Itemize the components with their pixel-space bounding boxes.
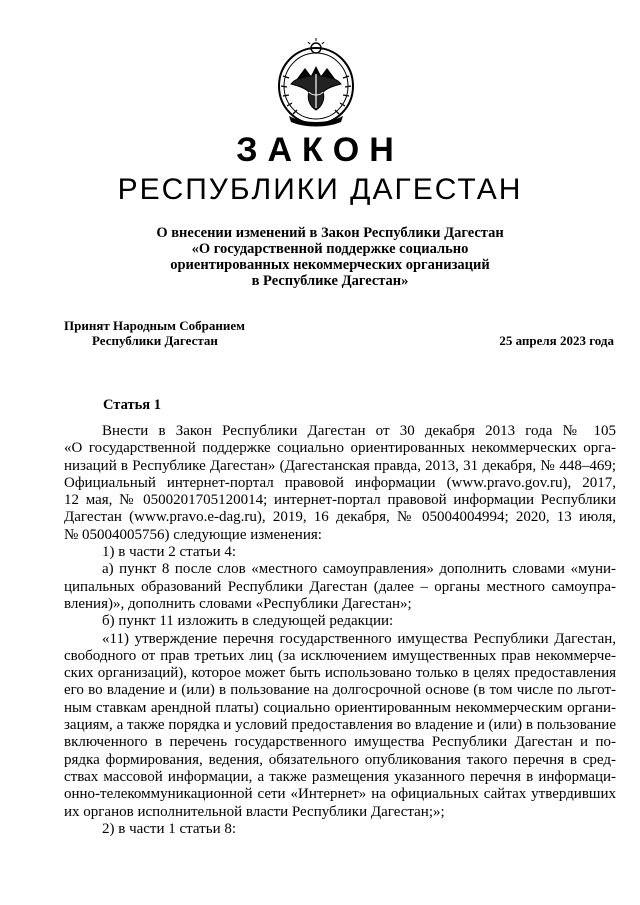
article-body [64, 423, 616, 838]
body-line: ным ставкам арендной платы) социально ориентированным некоммерческим органи- [64, 699, 616, 716]
body-line: рядка формирования, ведения, обязательного опубликования такого перечня в сред- [64, 751, 616, 768]
adoption-note [64, 318, 245, 348]
body-line: его во владение и (или) в пользование на долгосрочной основе (в том числе по льгот- [64, 682, 616, 699]
law-subtitle: РЕСПУБЛИКИ ДАГЕСТАН [117, 173, 523, 206]
body-line: № 05004005756) следующие изменения: [64, 526, 322, 543]
heading-line: «О государственной поддержке социально [191, 241, 469, 257]
adoption-date: 25 апреля 2023 года [499, 333, 614, 348]
heading-line: ориентированных некоммерческих организаций [170, 257, 490, 273]
body-line: а) пункт 8 после слов «местного самоуправления» дополнить словами «муни- [102, 561, 616, 578]
body-line: ских организаций), которое может быть использовано только в целях предоставления [64, 665, 616, 682]
body-line: 1) в части 2 статьи 4: [102, 544, 237, 561]
body-line: зациям, а также порядка и условий предоставления во владение и (или) в пользование [64, 717, 616, 734]
body-line: включенного в перечень государственного имущества Республики Дагестан и по- [64, 734, 616, 751]
body-line: «11) утверждение перечня государственного имущества Республики Дагестан, [102, 630, 616, 647]
body-line: ствах массовой информации, а также размещения указанного перечня в информаци- [64, 768, 616, 785]
body-line: ципальных образований Республики Дагестан (далее – органы местного самоупра- [64, 578, 616, 595]
body-line: вления)», дополнить словами «Республики Дагестан»; [64, 595, 412, 612]
body-line: 2) в части 1 статьи 8: [102, 820, 237, 837]
heading-line: О внесении изменений в Закон Республики Дагестан [156, 225, 504, 241]
body-line: онно-телекоммуникационной сети «Интернет» на официальных сайтах утвердивших [64, 786, 616, 803]
document-heading [80, 225, 580, 289]
coat-of-arms-emblem [275, 36, 357, 128]
body-line: низаций в Республике Дагестан» (Дагестанская правда, 2013, 31 декабря, № 448–469; [64, 457, 616, 474]
adoption-line-2: Республики Дагестан [92, 333, 218, 348]
body-line: 12 мая, № 0500201705120014; интернет-портал правовой информации Республики [64, 492, 616, 509]
body-line: «О государственной поддержке социально ориентированных некоммерческих орга- [64, 440, 616, 457]
article-title: Статья 1 [103, 397, 161, 413]
body-line: их органов исполнительной власти Республики Дагестан;»; [64, 803, 445, 820]
body-line: Дагестан (www.pravo.e-dag.ru), 2019, 16 декабря, № 05004004994; 2020, 13 июля, [64, 509, 616, 526]
body-line: б) пункт 11 изложить в следующей редакции: [102, 613, 394, 630]
body-line: Официальный интернет-портал правовой информации (www.pravo.gov.ru), 2017, [64, 474, 616, 491]
body-line: Внести в Закон Республики Дагестан от 30 декабря 2013 года № 105 [102, 423, 616, 439]
body-line: свободного от прав третьих лиц (за исключением имущественных прав некоммерче- [64, 647, 616, 664]
heading-line: в Республике Дагестан» [251, 273, 409, 289]
adoption-line-1: Принят Народным Собранием [64, 318, 246, 333]
law-title: ЗАКОН [236, 131, 404, 169]
